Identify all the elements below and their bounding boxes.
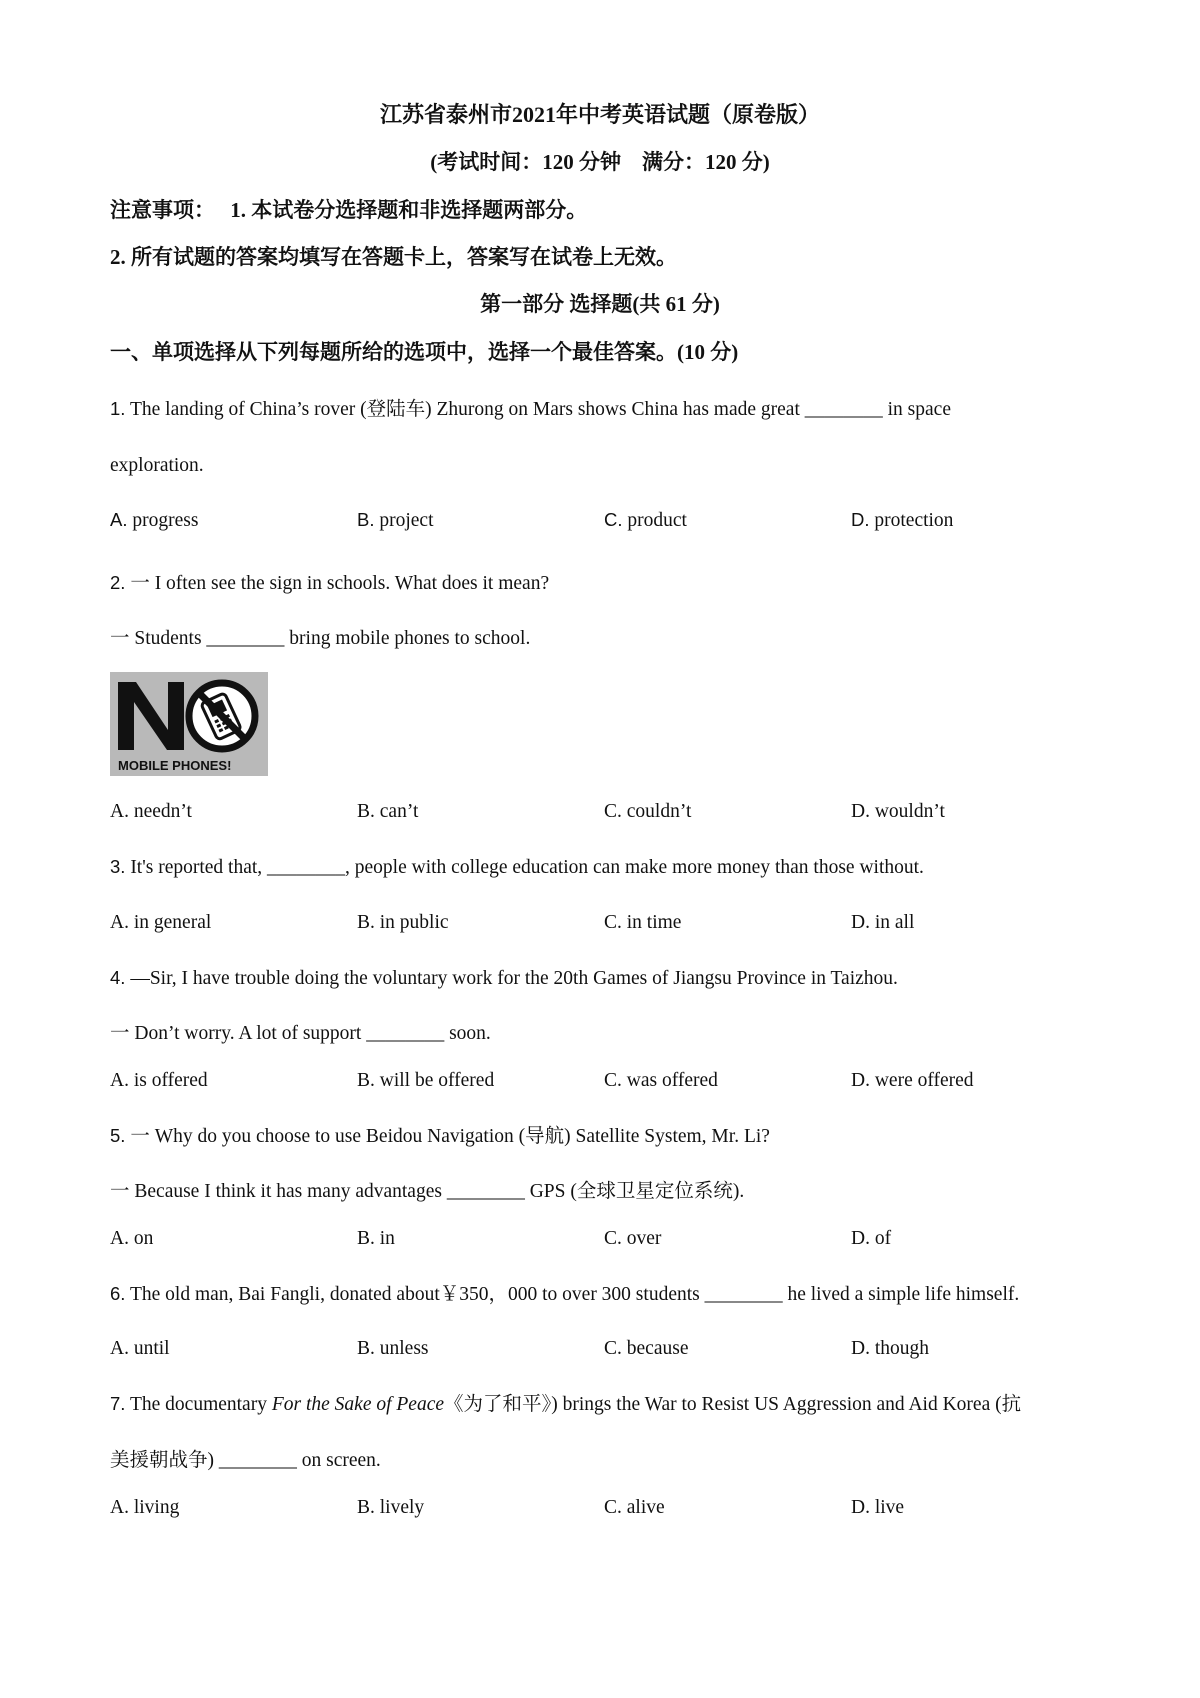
option-b[interactable]: B. in public	[357, 912, 449, 933]
question-text: The old man, Bai Fangli, donated about￥350，000 to over 300 students ________ he lived a simple life himself.	[129, 1284, 1020, 1305]
option-a[interactable]: A. until	[110, 1338, 170, 1359]
question-1-options	[110, 509, 1070, 535]
part-title: 第一部分 选择题(共 61 分)	[480, 292, 720, 316]
option-c[interactable]: C. was offered	[604, 1070, 718, 1091]
question-2	[110, 572, 549, 595]
no-phone-icon	[110, 672, 268, 776]
option-b[interactable]: B. in	[357, 1228, 395, 1249]
question-text-start: The documentary	[129, 1394, 272, 1415]
option-c[interactable]: C. couldn’t	[604, 801, 692, 822]
option-d[interactable]: D. were offered	[851, 1070, 974, 1091]
notice	[110, 198, 587, 223]
question-2-options	[110, 801, 1070, 827]
question-number: 2.	[110, 572, 126, 593]
option-d[interactable]: D. protection	[851, 509, 954, 531]
sign-text: MOBILE PHONES!	[118, 758, 232, 773]
option-b[interactable]: B. lively	[357, 1497, 425, 1518]
option-a[interactable]: A. progress	[110, 509, 199, 531]
question-6-options	[110, 1338, 1070, 1364]
question-text: 一 Why do you choose to use Beidou Navigation (导航) Satellite System, Mr. Li?	[130, 1126, 770, 1147]
question-5-continued: 一 Because I think it has many advantages ________ GPS (全球卫星定位系统).	[110, 1181, 745, 1202]
option-b[interactable]: B. will be offered	[357, 1070, 495, 1091]
question-4-continued: 一 Don’t worry. A lot of support ________ soon.	[110, 1023, 491, 1044]
option-c[interactable]: C. because	[604, 1338, 689, 1359]
question-text-end: 《为了和平》) brings the War to Resist US Aggression and Aid Korea (抗	[444, 1394, 1022, 1415]
option-c[interactable]: C. in time	[604, 912, 682, 933]
option-b[interactable]: B. project	[357, 509, 434, 531]
question-7-continued: 美援朝战争) ________ on screen.	[110, 1450, 381, 1471]
question-text: 一 I often see the sign in schools. What does it mean?	[130, 573, 550, 594]
option-d[interactable]: D. of	[851, 1228, 892, 1249]
question-7	[110, 1393, 1021, 1416]
question-number: 7.	[110, 1393, 126, 1414]
question-text: —Sir, I have trouble doing the voluntary work for the 20th Games of Jiangsu Province in Taizhou.	[130, 968, 898, 989]
question-2-continued: 一 Students ________ bring mobile phones to school.	[110, 628, 531, 649]
question-1	[110, 398, 951, 421]
option-d[interactable]: D. wouldn’t	[851, 801, 945, 822]
option-a[interactable]: A. in general	[110, 912, 212, 933]
option-a[interactable]: A. is offered	[110, 1070, 208, 1091]
question-text: It's reported that, ________, people with college education can make more money than those without.	[130, 857, 924, 878]
notice-item-2: 2. 所有试题的答案均填写在答题卡上，答案写在试卷上无效。	[110, 245, 677, 269]
question-3-options	[110, 912, 1070, 938]
option-a[interactable]: A. needn’t	[110, 801, 192, 822]
option-d[interactable]: D. live	[851, 1497, 905, 1518]
question-6	[110, 1283, 1019, 1306]
notice-item-1: 1. 本试卷分选择题和非选择题两部分。	[230, 198, 588, 222]
page-title: 江苏省泰州市2021年中考英语试题（原卷版）	[379, 102, 820, 127]
question-4	[110, 967, 898, 990]
question-7-options	[110, 1497, 1070, 1523]
section-title: 一、单项选择从下列每题所给的选项中，选择一个最佳答案。(10 分)	[110, 340, 739, 364]
option-d[interactable]: D. though	[851, 1338, 930, 1359]
question-5-options	[110, 1228, 1070, 1254]
option-d[interactable]: D. in all	[851, 912, 915, 933]
notice-label: 注意事项：	[110, 198, 215, 222]
documentary-title: For the Sake of Peace	[271, 1394, 445, 1415]
question-5	[110, 1125, 770, 1148]
option-b[interactable]: B. can’t	[357, 801, 419, 822]
option-c[interactable]: C. alive	[604, 1497, 665, 1518]
exam-time-info: (考试时间：120 分钟 满分：120 分)	[430, 150, 770, 174]
option-c[interactable]: C. over	[604, 1228, 662, 1249]
question-number: 6.	[110, 1283, 126, 1304]
option-a[interactable]: A. living	[110, 1497, 180, 1518]
no-mobile-phones-sign-image	[110, 672, 268, 776]
question-number: 5.	[110, 1125, 126, 1146]
question-number: 1.	[110, 398, 126, 419]
question-3	[110, 856, 924, 879]
option-b[interactable]: B. unless	[357, 1338, 429, 1359]
option-a[interactable]: A. on	[110, 1228, 154, 1249]
question-number: 3.	[110, 856, 126, 877]
question-number: 4.	[110, 967, 126, 988]
question-1-continued: exploration.	[110, 455, 204, 476]
option-c[interactable]: C. product	[604, 509, 687, 531]
question-text: The landing of China’s rover (登陆车) Zhurong on Mars shows China has made great ________ in space	[129, 399, 951, 420]
question-4-options	[110, 1070, 1070, 1096]
